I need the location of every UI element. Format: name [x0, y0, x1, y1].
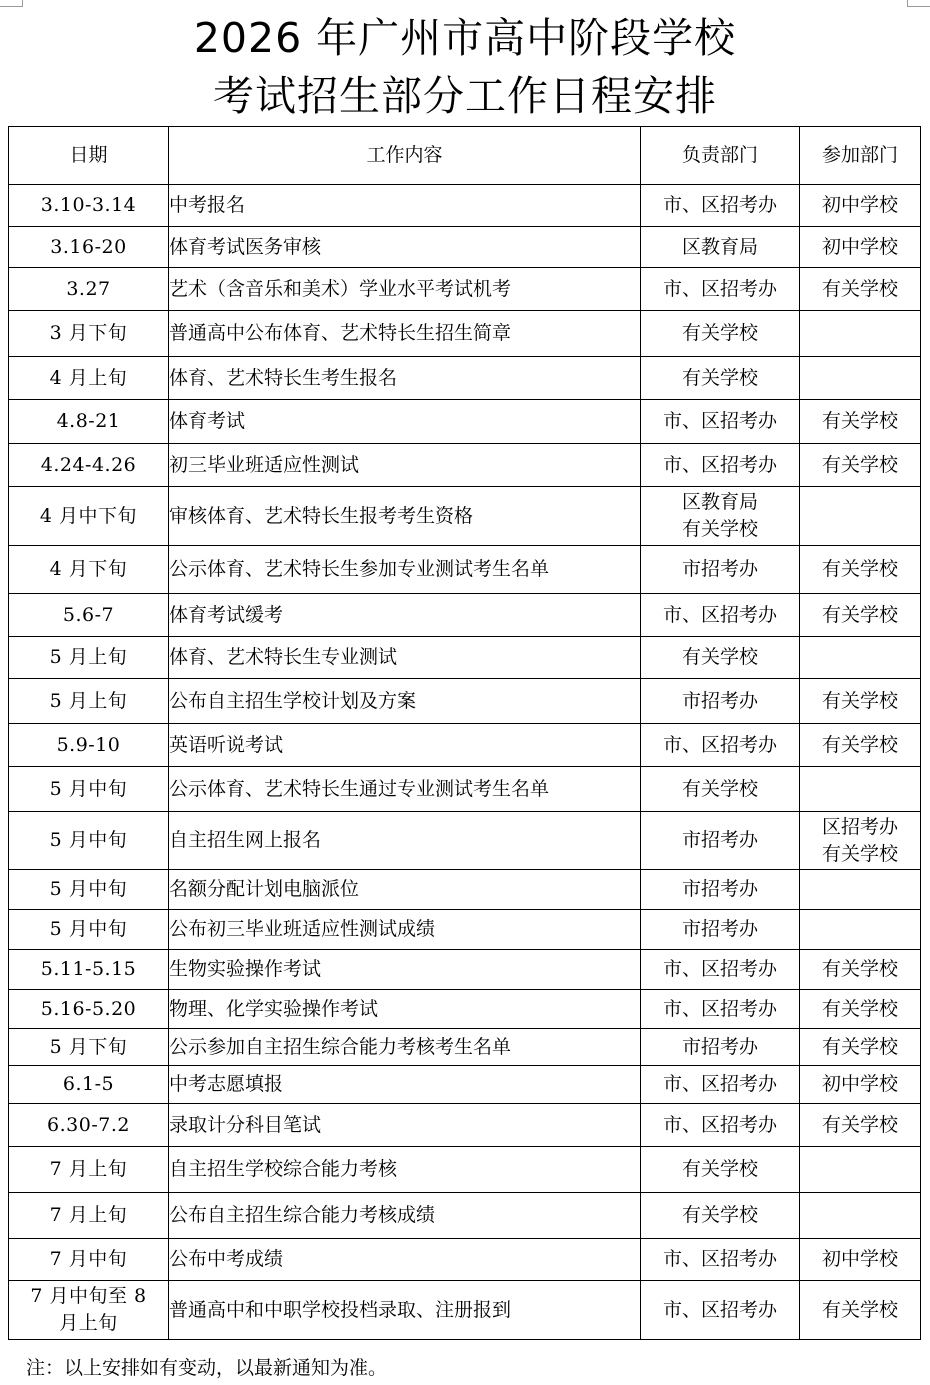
cell-participating-dept	[800, 637, 921, 679]
table-row	[9, 870, 921, 910]
cell-date: 7 月上旬	[9, 1193, 169, 1239]
cell-participating-dept: 有关学校	[800, 444, 921, 487]
cell-work-content: 体育考试缓考	[169, 594, 641, 637]
cell-participating-dept: 有关学校	[800, 1104, 921, 1147]
cell-responsible-dept: 市、区招考办	[641, 1281, 800, 1340]
cell-participating-dept	[800, 311, 921, 357]
cell-work-content: 公布自主招生学校计划及方案	[169, 679, 641, 724]
table-row	[9, 1281, 921, 1340]
header-participating-dept: 参加部门	[800, 127, 921, 185]
cell-work-content: 体育、艺术特长生考生报名	[169, 357, 641, 400]
cell-participating-dept	[800, 357, 921, 400]
cell-work-content: 体育考试医务审核	[169, 227, 641, 268]
cell-work-content: 公布初三毕业班适应性测试成绩	[169, 910, 641, 950]
cell-participating-dept	[800, 1147, 921, 1193]
cell-work-content: 体育考试	[169, 400, 641, 444]
table-row	[9, 1147, 921, 1193]
cell-work-content: 中考志愿填报	[169, 1066, 641, 1104]
cell-date: 3.27	[9, 268, 169, 311]
cell-work-content: 普通高中公布体育、艺术特长生招生简章	[169, 311, 641, 357]
cell-date: 5 月中旬	[9, 767, 169, 812]
table-row	[9, 910, 921, 950]
table-row	[9, 1104, 921, 1147]
table-row	[9, 311, 921, 357]
cell-participating-dept: 初中学校	[800, 227, 921, 268]
cell-work-content: 自主招生网上报名	[169, 812, 641, 870]
cell-work-content: 自主招生学校综合能力考核	[169, 1147, 641, 1193]
cell-participating-dept: 有关学校	[800, 950, 921, 990]
cell-responsible-dept: 市、区招考办	[641, 990, 800, 1029]
document-title-line-1: 2026 年广州市高中阶段学校	[193, 14, 737, 62]
cell-participating-dept	[800, 1193, 921, 1239]
cell-participating-dept: 有关学校	[800, 594, 921, 637]
cell-work-content: 中考报名	[169, 185, 641, 227]
cell-work-content: 生物实验操作考试	[169, 950, 641, 990]
cell-participating-dept: 有关学校	[800, 990, 921, 1029]
table-row	[9, 679, 921, 724]
page-corner-mark-left	[0, 0, 23, 7]
cell-responsible-dept: 有关学校	[641, 1147, 800, 1193]
cell-date: 4 月上旬	[9, 357, 169, 400]
cell-participating-dept: 有关学校	[800, 724, 921, 767]
cell-responsible-dept: 市、区招考办	[641, 1239, 800, 1281]
cell-work-content: 公示体育、艺术特长生参加专业测试考生名单	[169, 546, 641, 594]
table-row	[9, 990, 921, 1029]
cell-work-content: 公示体育、艺术特长生通过专业测试考生名单	[169, 767, 641, 812]
cell-participating-dept: 初中学校	[800, 185, 921, 227]
table-row	[9, 227, 921, 268]
table-row	[9, 185, 921, 227]
footnote: 注：以上安排如有变动，以最新通知为准。	[26, 1357, 388, 1379]
cell-responsible-dept: 区教育局	[641, 227, 800, 268]
cell-date: 5.11-5.15	[9, 950, 169, 990]
cell-participating-dept: 有关学校	[800, 268, 921, 311]
table-row	[9, 1029, 921, 1066]
schedule-table	[8, 126, 921, 1340]
table-row	[9, 594, 921, 637]
cell-responsible-dept: 有关学校	[641, 767, 800, 812]
cell-participating-dept: 区招考办 有关学校	[800, 812, 921, 870]
cell-responsible-dept: 市招考办	[641, 812, 800, 870]
table-row	[9, 268, 921, 311]
cell-responsible-dept: 市、区招考办	[641, 950, 800, 990]
cell-responsible-dept: 有关学校	[641, 311, 800, 357]
table-row	[9, 1193, 921, 1239]
cell-date: 5.16-5.20	[9, 990, 169, 1029]
cell-participating-dept: 有关学校	[800, 546, 921, 594]
cell-work-content: 公布中考成绩	[169, 1239, 641, 1281]
table-row	[9, 357, 921, 400]
table-row	[9, 767, 921, 812]
cell-responsible-dept: 有关学校	[641, 637, 800, 679]
cell-participating-dept: 有关学校	[800, 1029, 921, 1066]
header-date: 日期	[9, 127, 169, 185]
cell-work-content: 录取计分科目笔试	[169, 1104, 641, 1147]
cell-responsible-dept: 市、区招考办	[641, 1066, 800, 1104]
cell-date: 4 月下旬	[9, 546, 169, 594]
table-row	[9, 400, 921, 444]
table-body	[9, 185, 921, 1340]
cell-work-content: 物理、化学实验操作考试	[169, 990, 641, 1029]
cell-date: 7 月中旬	[9, 1239, 169, 1281]
cell-date: 5 月中旬	[9, 812, 169, 870]
cell-responsible-dept: 市、区招考办	[641, 1104, 800, 1147]
header-responsible-dept: 负责部门	[641, 127, 800, 185]
cell-responsible-dept: 市、区招考办	[641, 400, 800, 444]
cell-responsible-dept: 市、区招考办	[641, 444, 800, 487]
cell-participating-dept: 有关学校	[800, 400, 921, 444]
document-title-line-2: 考试招生部分工作日程安排	[213, 72, 717, 120]
table-row	[9, 444, 921, 487]
cell-date: 5.6-7	[9, 594, 169, 637]
cell-work-content: 体育、艺术特长生专业测试	[169, 637, 641, 679]
cell-participating-dept: 有关学校	[800, 679, 921, 724]
cell-responsible-dept: 市、区招考办	[641, 594, 800, 637]
cell-date: 5 月下旬	[9, 1029, 169, 1066]
cell-responsible-dept: 市、区招考办	[641, 185, 800, 227]
table-row	[9, 724, 921, 767]
cell-responsible-dept: 市招考办	[641, 870, 800, 910]
cell-work-content: 普通高中和中职学校投档录取、注册报到	[169, 1281, 641, 1340]
cell-date: 5.9-10	[9, 724, 169, 767]
cell-date: 3.10-3.14	[9, 185, 169, 227]
cell-date: 5 月中旬	[9, 910, 169, 950]
cell-date: 5 月中旬	[9, 870, 169, 910]
cell-responsible-dept: 市招考办	[641, 1029, 800, 1066]
cell-participating-dept	[800, 910, 921, 950]
cell-responsible-dept: 市招考办	[641, 679, 800, 724]
cell-work-content: 名额分配计划电脑派位	[169, 870, 641, 910]
cell-date: 4.24-4.26	[9, 444, 169, 487]
cell-date: 5 月上旬	[9, 637, 169, 679]
cell-date: 4.8-21	[9, 400, 169, 444]
cell-responsible-dept: 市招考办	[641, 546, 800, 594]
table-row	[9, 637, 921, 679]
table-header-row	[9, 127, 921, 185]
table-row	[9, 812, 921, 870]
cell-work-content: 英语听说考试	[169, 724, 641, 767]
table-row	[9, 1239, 921, 1281]
cell-date: 4 月中下旬	[9, 487, 169, 546]
cell-responsible-dept: 有关学校	[641, 357, 800, 400]
cell-responsible-dept: 市、区招考办	[641, 724, 800, 767]
cell-date: 7 月中旬至 8 月上旬	[9, 1281, 169, 1340]
cell-work-content: 艺术（含音乐和美术）学业水平考试机考	[169, 268, 641, 311]
cell-participating-dept: 初中学校	[800, 1239, 921, 1281]
cell-date: 6.1-5	[9, 1066, 169, 1104]
cell-date: 7 月上旬	[9, 1147, 169, 1193]
table-row	[9, 1066, 921, 1104]
cell-date: 3 月下旬	[9, 311, 169, 357]
cell-work-content: 公示参加自主招生综合能力考核考生名单	[169, 1029, 641, 1066]
cell-participating-dept	[800, 487, 921, 546]
table-row	[9, 487, 921, 546]
table-row	[9, 546, 921, 594]
cell-participating-dept	[800, 870, 921, 910]
cell-work-content: 公布自主招生综合能力考核成绩	[169, 1193, 641, 1239]
cell-responsible-dept: 市、区招考办	[641, 268, 800, 311]
cell-responsible-dept: 有关学校	[641, 1193, 800, 1239]
cell-date: 6.30-7.2	[9, 1104, 169, 1147]
cell-work-content: 审核体育、艺术特长生报考考生资格	[169, 487, 641, 546]
table-row	[9, 950, 921, 990]
cell-date: 3.16-20	[9, 227, 169, 268]
cell-responsible-dept: 市招考办	[641, 910, 800, 950]
cell-participating-dept	[800, 767, 921, 812]
cell-participating-dept: 有关学校	[800, 1281, 921, 1340]
page-corner-mark-right	[907, 0, 930, 7]
cell-work-content: 初三毕业班适应性测试	[169, 444, 641, 487]
cell-date: 5 月上旬	[9, 679, 169, 724]
header-work-content: 工作内容	[169, 127, 641, 185]
cell-responsible-dept: 区教育局 有关学校	[641, 487, 800, 546]
cell-participating-dept: 初中学校	[800, 1066, 921, 1104]
